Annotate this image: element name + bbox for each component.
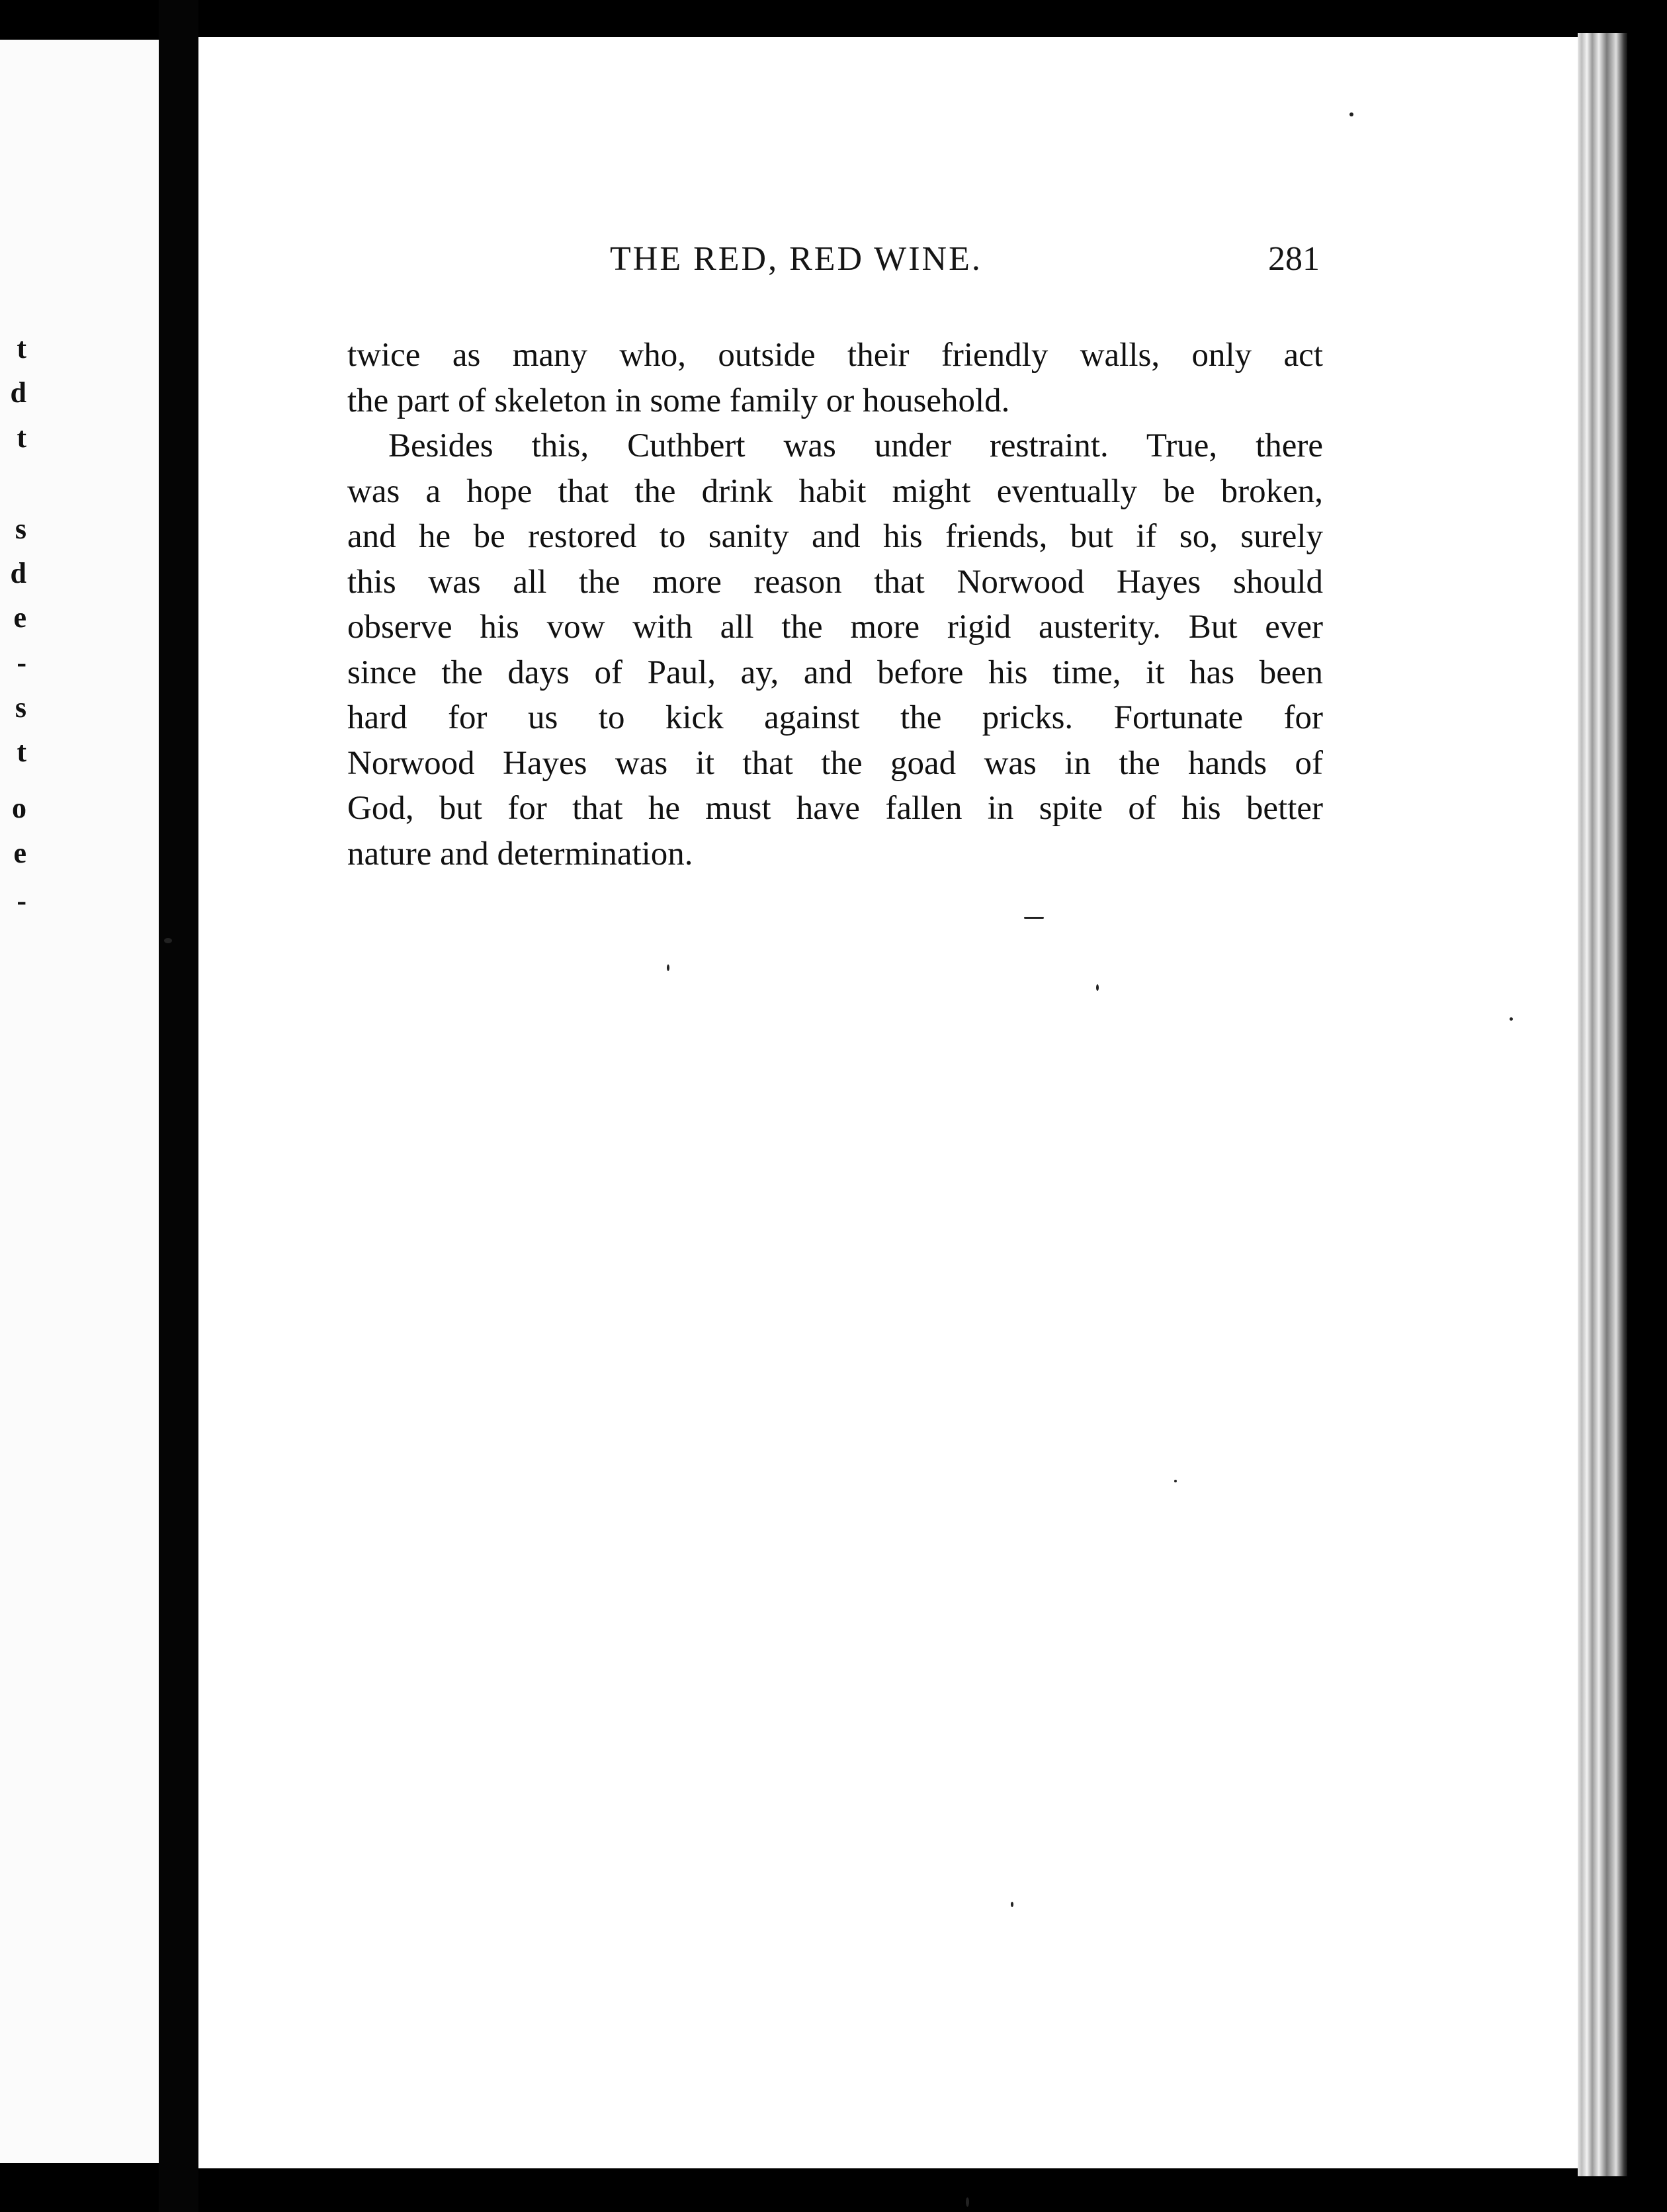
dust-speck [1011, 1902, 1013, 1907]
left-page-fragment: t [17, 332, 26, 364]
text-line: nature and determination. [347, 835, 693, 872]
left-page-fragment: d [10, 557, 26, 589]
dust-speck [1510, 1017, 1513, 1021]
dust-speck [1349, 112, 1353, 116]
text-line: Norwood Hayes was it that the goad was in the hands of [347, 744, 1323, 782]
text-line: this was all the more reason that Norwood Hayes should [347, 563, 1323, 601]
dust-speck [164, 938, 172, 943]
page-number: 281 [1268, 240, 1320, 278]
text-line: was a hope that the drink habit might eventually be broken, [347, 472, 1323, 510]
text-line: twice as many who, outside their friendly walls, only act [347, 337, 1323, 374]
dust-speck [1024, 917, 1044, 919]
left-page-fragment: e [13, 837, 26, 869]
left-page-fragment: s [15, 691, 26, 724]
left-page-fragment: - [17, 884, 26, 917]
book-gutter [159, 0, 198, 2212]
left-page-fragment: - [17, 646, 26, 679]
dust-speck [1174, 1480, 1177, 1482]
left-page-fragment: t [17, 736, 26, 768]
text-line: observe his vow with all the more rigid austerity. But ever [347, 609, 1323, 646]
running-head: THE RED, RED WINE. [610, 240, 982, 278]
left-page-fragment: o [12, 792, 26, 824]
dust-speck [667, 964, 669, 971]
left-page-fragment: t [17, 421, 26, 454]
text-line: Besides this, Cuthbert was under restraint. True, there [388, 427, 1323, 464]
dust-speck [966, 2197, 969, 2207]
text-line: hard for us to kick against the pricks. Fortunate for [347, 699, 1323, 736]
left-page-fragment: e [13, 601, 26, 634]
body-text [347, 333, 1323, 876]
left-page-fragment: d [10, 376, 26, 409]
dust-speck [1096, 984, 1099, 991]
left-page-fragment: s [15, 513, 26, 545]
text-line: since the days of Paul, ay, and before his time, it has been [347, 654, 1323, 691]
text-line: God, but for that he must have fallen in spite of his better [347, 790, 1323, 827]
text-line: and he be restored to sanity and his friends, but if so, surely [347, 518, 1323, 555]
page-edge-stack [1578, 33, 1627, 2176]
text-line: the part of skeleton in some family or household. [347, 382, 1010, 419]
